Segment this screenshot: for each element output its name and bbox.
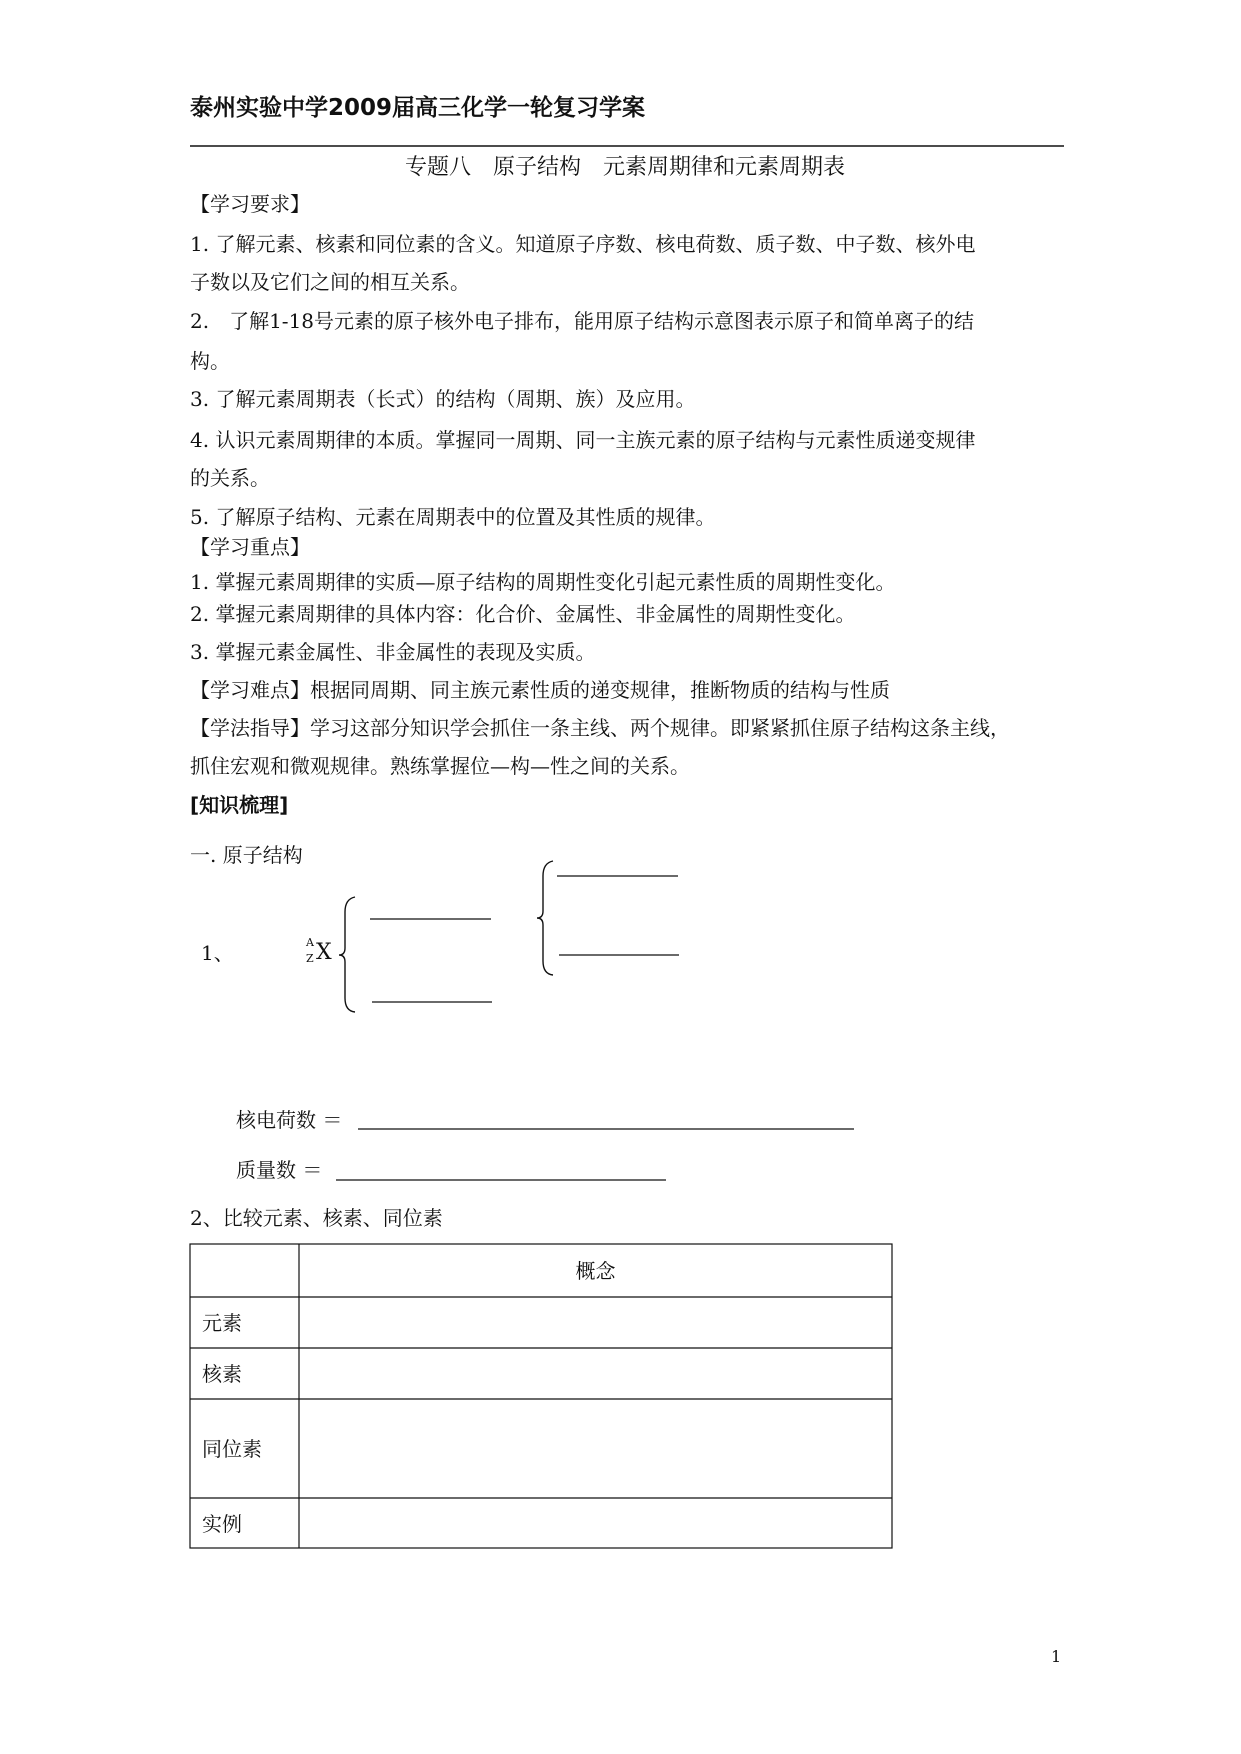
brace-1 (339, 897, 355, 1012)
atomic-number-symbol: Z (306, 952, 314, 965)
page-number: 1 (1051, 1647, 1062, 1666)
requirement-line: 2. 了解1-18号元素的原子核外电子排布，能用原子结构示意图表示原子和简单离子的结 (190, 309, 975, 333)
key-points-heading: 【学习重点】 (190, 535, 310, 559)
nuclear-charge-label: 核电荷数 ＝ (236, 1108, 343, 1132)
requirement-line: 5. 了解原子结构、元素在周期表中的位置及其性质的规律。 (190, 505, 716, 529)
mass-number-symbol: A (306, 936, 314, 949)
guidance-line: 【学法指导】学习这部分知识学会抓住一条主线、两个规律。即紧紧抓住原子结构这条主线， (190, 716, 1010, 740)
mass-number-label: 质量数 ＝ (236, 1158, 323, 1182)
item-2-label: 2、比较元素、核素、同位素 (190, 1206, 443, 1230)
table-header-concept: 概念 (575, 1259, 616, 1283)
comparison-table-grid (190, 1244, 892, 1548)
element-symbol: X (316, 940, 332, 965)
key-point-line: 3. 掌握元素金属性、非金属性的表现及实质。 (190, 640, 596, 664)
section-atomic-structure: 一. 原子结构 (190, 843, 303, 867)
table-row-label: 元素 (202, 1311, 242, 1335)
requirement-line: 的关系。 (190, 466, 270, 490)
requirement-line: 子数以及它们之间的相互关系。 (190, 270, 470, 294)
key-point-line: 2. 掌握元素周期律的具体内容：化合价、金属性、非金属性的周期性变化。 (190, 602, 856, 626)
requirement-line: 3. 了解元素周期表（长式）的结构（周期、族）及应用。 (190, 387, 696, 411)
requirement-line: 4. 认识元素周期律的本质。掌握同一周期、同一主族元素的原子结构与元素性质递变规律 (190, 428, 976, 452)
guidance-line: 抓住宏观和微观规律。熟练掌握位—构—性之间的关系。 (190, 754, 690, 778)
brace-2 (537, 861, 553, 975)
table-row-label: 实例 (202, 1512, 242, 1536)
difficulties-line: 【学习难点】根据同周期、同主族元素性质的递变规律，推断物质的结构与性质 (190, 678, 890, 702)
item-1-label: 1、 (201, 941, 234, 965)
document-header: 泰州实验中学2009届高三化学一轮复习学案 (190, 95, 646, 121)
requirement-line: 构。 (190, 349, 230, 373)
key-point-line: 1. 掌握元素周期律的实质—原子结构的周期性变化引起元素性质的周期性变化。 (190, 570, 896, 594)
table-row-label: 核素 (202, 1362, 242, 1386)
requirement-line: 1. 了解元素、核素和同位素的含义。知道原子序数、核电荷数、质子数、中子数、核外电 (190, 232, 976, 256)
table-row-label: 同位素 (202, 1437, 262, 1461)
knowledge-heading: [知识梳理] (190, 793, 289, 817)
requirements-heading: 【学习要求】 (190, 192, 310, 216)
document-title: 专题八 原子结构 元素周期律和元素周期表 (404, 155, 845, 180)
